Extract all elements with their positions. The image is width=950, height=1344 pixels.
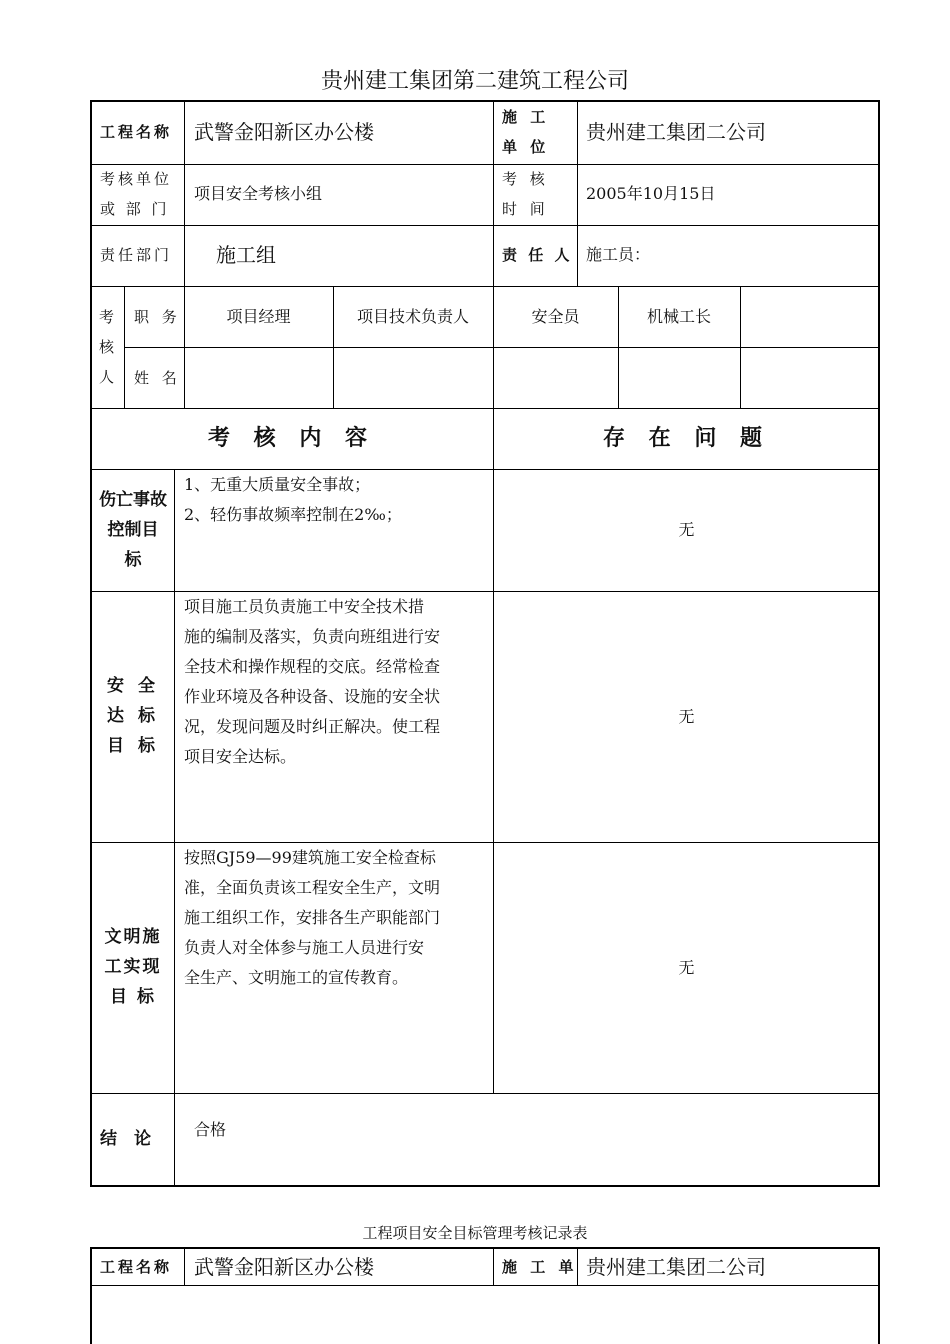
review-unit-value: 项目安全考核小组 (194, 184, 323, 203)
row-divider (90, 164, 880, 165)
col-divider (493, 100, 494, 286)
section-content-line: 全生产、文明施工的宣传教育。 (184, 968, 409, 987)
project-name-value: 武警金阳新区办公楼 (194, 120, 374, 144)
position-cell: 项目技术负责人 (356, 307, 469, 326)
content-header: 考 核 内 容 (208, 426, 375, 451)
issue-header: 存 在 问 题 (603, 426, 770, 451)
form-caption: 工程项目安全目标管理考核记录表 (362, 1224, 588, 1242)
section-label: 伤亡事故控制目 标 (99, 490, 167, 570)
section-label: 安 全达 标目 标 (107, 676, 159, 756)
section-label: 文明施工实现目 标 (104, 927, 162, 1007)
row-divider (90, 408, 880, 409)
row-divider (124, 347, 880, 348)
dept-label: 责任部门 (100, 246, 173, 264)
name-label: 姓 名 (134, 369, 181, 387)
section-content-line: 作业环境及各种设备、设施的安全状 (184, 687, 441, 706)
project-name-value: 武警金阳新区办公楼 (194, 1255, 374, 1279)
conclusion-value: 合格 (194, 1120, 227, 1139)
section-content-line: 况，发现问题及时纠正解决。使工程 (184, 717, 441, 736)
section-content-line: 施工组织工作，安排各生产职能部门 (184, 908, 441, 927)
row-divider (90, 1285, 880, 1286)
page-title: 贵州建工集团第二建筑工程公司 (320, 69, 629, 94)
col-divider (174, 469, 175, 1187)
col-divider (493, 408, 494, 1093)
position-cell: 安全员 (531, 307, 580, 326)
col-divider (184, 1247, 185, 1285)
review-time-value: 2005年10月15日 (586, 184, 716, 203)
section-content-line: 按照GJ59—99建筑施工安全检查标 (184, 848, 436, 867)
row-divider (90, 286, 880, 287)
section-issue: 无 (678, 958, 695, 977)
review-unit-label: 考核单位或 部 门 (100, 170, 173, 218)
position-label: 职 务 (134, 308, 181, 326)
section-issue: 无 (678, 520, 695, 539)
position-cell: 项目经理 (226, 307, 291, 326)
construction-unit-label: 施 工 单 (502, 1258, 578, 1276)
row-divider (90, 1093, 880, 1094)
section-content-line: 准，全面负责该工程安全生产，文明 (184, 878, 441, 897)
section-content-line: 项目施工员负责施工中安全技术措 (184, 597, 425, 616)
position-cell: 机械工长 (646, 307, 711, 326)
col-divider (740, 286, 741, 408)
section-content-line: 项目安全达标。 (184, 747, 297, 766)
section-content-line: 负责人对全体参与施工人员进行安 (184, 938, 425, 957)
project-name-label: 工程名称 (100, 123, 173, 141)
construction-unit-label: 施 工 单 位 (502, 108, 550, 156)
construction-unit-value: 贵州建工集团二公司 (586, 1255, 766, 1279)
section-issue: 无 (678, 707, 695, 726)
conclusion-label: 结 论 (100, 1129, 151, 1149)
person-value: 施工员： (586, 245, 651, 264)
col-divider (493, 1247, 494, 1285)
row-divider (90, 225, 880, 226)
section-content-line: 2、轻伤事故频率控制在2‰； (184, 505, 402, 524)
project-name-label: 工程名称 (100, 1258, 173, 1276)
col-divider (124, 286, 125, 408)
review-time-label: 考 核 时 间 (502, 170, 549, 218)
col-divider (184, 100, 185, 286)
construction-unit-value: 贵州建工集团二公司 (586, 120, 766, 144)
section-content-line: 1、无重大质量安全事故； (184, 475, 371, 494)
dept-value: 施工组 (216, 243, 276, 267)
reviewer-label: 考核人 (99, 308, 115, 386)
section-content-line: 施的编制及落实，负责向班组进行安 (184, 627, 441, 646)
section-content-line: 全技术和操作规程的交底。经常检查 (184, 657, 441, 676)
col-divider (577, 100, 578, 286)
person-label: 责 任 人 (502, 246, 573, 264)
